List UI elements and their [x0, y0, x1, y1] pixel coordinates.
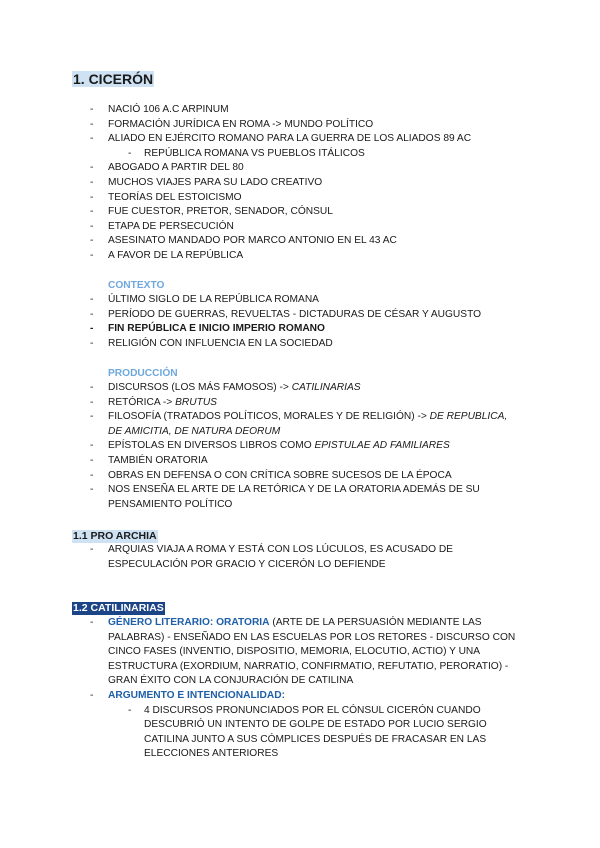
list-item: - NOS ENSEÑA EL ARTE DE LA RETÓRICA Y DE LA ORATORIA ADEMÁS DE SU PENSAMIENTO POLÍTICO	[0, 483, 518, 512]
list-item	[0, 616, 518, 689]
list-item	[0, 439, 518, 454]
list-item: - A FAVOR DE LA REPÚBLICA	[0, 249, 518, 264]
list-item: - FIN REPÚBLICA E INICIO IMPERIO ROMANO	[0, 322, 518, 337]
list-item	[0, 410, 518, 439]
list-item: - ETAPA DE PERSECUCIÓN	[0, 220, 518, 235]
pro-archia-heading: 1.1 PRO ARCHIA	[73, 530, 157, 542]
list-item: - FUE CUESTOR, PRETOR, SENADOR, CÓNSUL	[0, 205, 518, 220]
list-item	[0, 381, 518, 396]
list-item: - ASESINATO MANDADO POR MARCO ANTONIO EN EL 43 AC	[0, 234, 518, 249]
list-item	[0, 689, 518, 704]
item-text: RETÓRICA ->	[108, 396, 176, 408]
list-item: - ABOGADO A PARTIR DEL 80	[0, 161, 518, 176]
list-item: - MUCHOS VIAJES PARA SU LADO CREATIVO	[0, 176, 518, 191]
work-title: CATILINARIAS	[291, 382, 361, 393]
pro-archia-list	[0, 543, 518, 572]
list-item	[0, 396, 518, 411]
work-title: DE REPUBLICA, DE AMICITIA, DE NATURA DEORUM	[108, 411, 508, 437]
list-item: - NACIÓ 106 A.C ARPINUM	[0, 103, 518, 118]
list-item: - OBRAS EN DEFENSA O CON CRÍTICA SOBRE SUCESOS DE LA ÉPOCA	[0, 469, 518, 484]
bio-list	[0, 103, 518, 264]
list-item: - FORMACIÓN JURÍDICA EN ROMA -> MUNDO POLÍTICO	[0, 118, 518, 133]
catilinarias-list	[0, 616, 518, 762]
list-item: - RELIGIÓN CON INFLUENCIA EN LA SOCIEDAD	[0, 337, 518, 352]
list-item: - ALIADO EN EJÉRCITO ROMANO PARA LA GUERRA DE LOS ALIADOS 89 AC	[0, 132, 518, 147]
list-item: - 4 DISCURSOS PRONUNCIADOS POR EL CÓNSUL CICERÓN CUANDO DESCUBRIÓ UN INTENTO DE GOLPE DE ESTADO POR LUCIO SERGIO CATILINA JUNTO A SUS CÓMPLICES DESPUÉS DE FRACASAR EN LAS ELECCIONES ANTERIORES	[0, 704, 518, 762]
argumento-label: ARGUMENTO E INTENCIONALIDAD:	[108, 689, 285, 701]
list-item: - TEORÍAS DEL ESTOICISMO	[0, 191, 518, 206]
contexto-heading: CONTEXTO	[108, 280, 165, 291]
item-text: DISCURSOS (LOS MÁS FAMOSOS) ->	[108, 382, 292, 393]
work-title: EPISTULAE AD FAMILIARES	[314, 440, 450, 452]
page-title: 1. CICERÓN	[73, 71, 154, 87]
list-item: - TAMBIÉN ORATORIA	[0, 454, 518, 469]
genero-label: GÉNERO LITERARIO: ORATORIA	[108, 617, 270, 628]
item-text: FILOSOFÍA (TRATADOS POLÍTICOS, MORALES Y DE RELIGIÓN) ->	[108, 411, 430, 423]
produccion-list	[0, 381, 518, 512]
contexto-list	[0, 293, 518, 351]
item-text: EPÍSTOLAS EN DIVERSOS LIBROS COMO	[108, 440, 315, 452]
catilinarias-heading: 1.2 CATILINARIAS	[73, 602, 164, 614]
list-item: - PERÍODO DE GUERRAS, REVUELTAS - DICTADURAS DE CÉSAR Y AUGUSTO	[0, 308, 518, 323]
list-item: - REPÚBLICA ROMANA VS PUEBLOS ITÁLICOS	[0, 147, 518, 162]
list-item: - ARQUIAS VIAJA A ROMA Y ESTÁ CON LOS LÚCULOS, ES ACUSADO DE ESPECULACIÓN POR GRACIO Y CICERÓN LO DEFIENDE	[0, 543, 518, 572]
produccion-heading: PRODUCCIÓN	[108, 368, 178, 379]
list-item: - ÚLTIMO SIGLO DE LA REPÚBLICA ROMANA	[0, 293, 518, 308]
work-title: BRUTUS	[175, 396, 217, 408]
item-text: (ARTE DE LA PERSUASIÓN MEDIANTE LAS PALABRAS) - ENSEÑADO EN LAS ESCUELAS POR LOS RETORES - DISCURSO CON CINCO FASES (INVENTIO, DISPOSITIO, MEMORIA, ELOCUTIO, ACTIO) Y UNA ESTRUCTURA (EXORDIUM, NARRATIO, CONFIRMATIO, REFUTATIO, PERORATIO) - GRAN ÉXITO CON LA CONJURACIÓN DE CATILINA	[108, 617, 516, 687]
